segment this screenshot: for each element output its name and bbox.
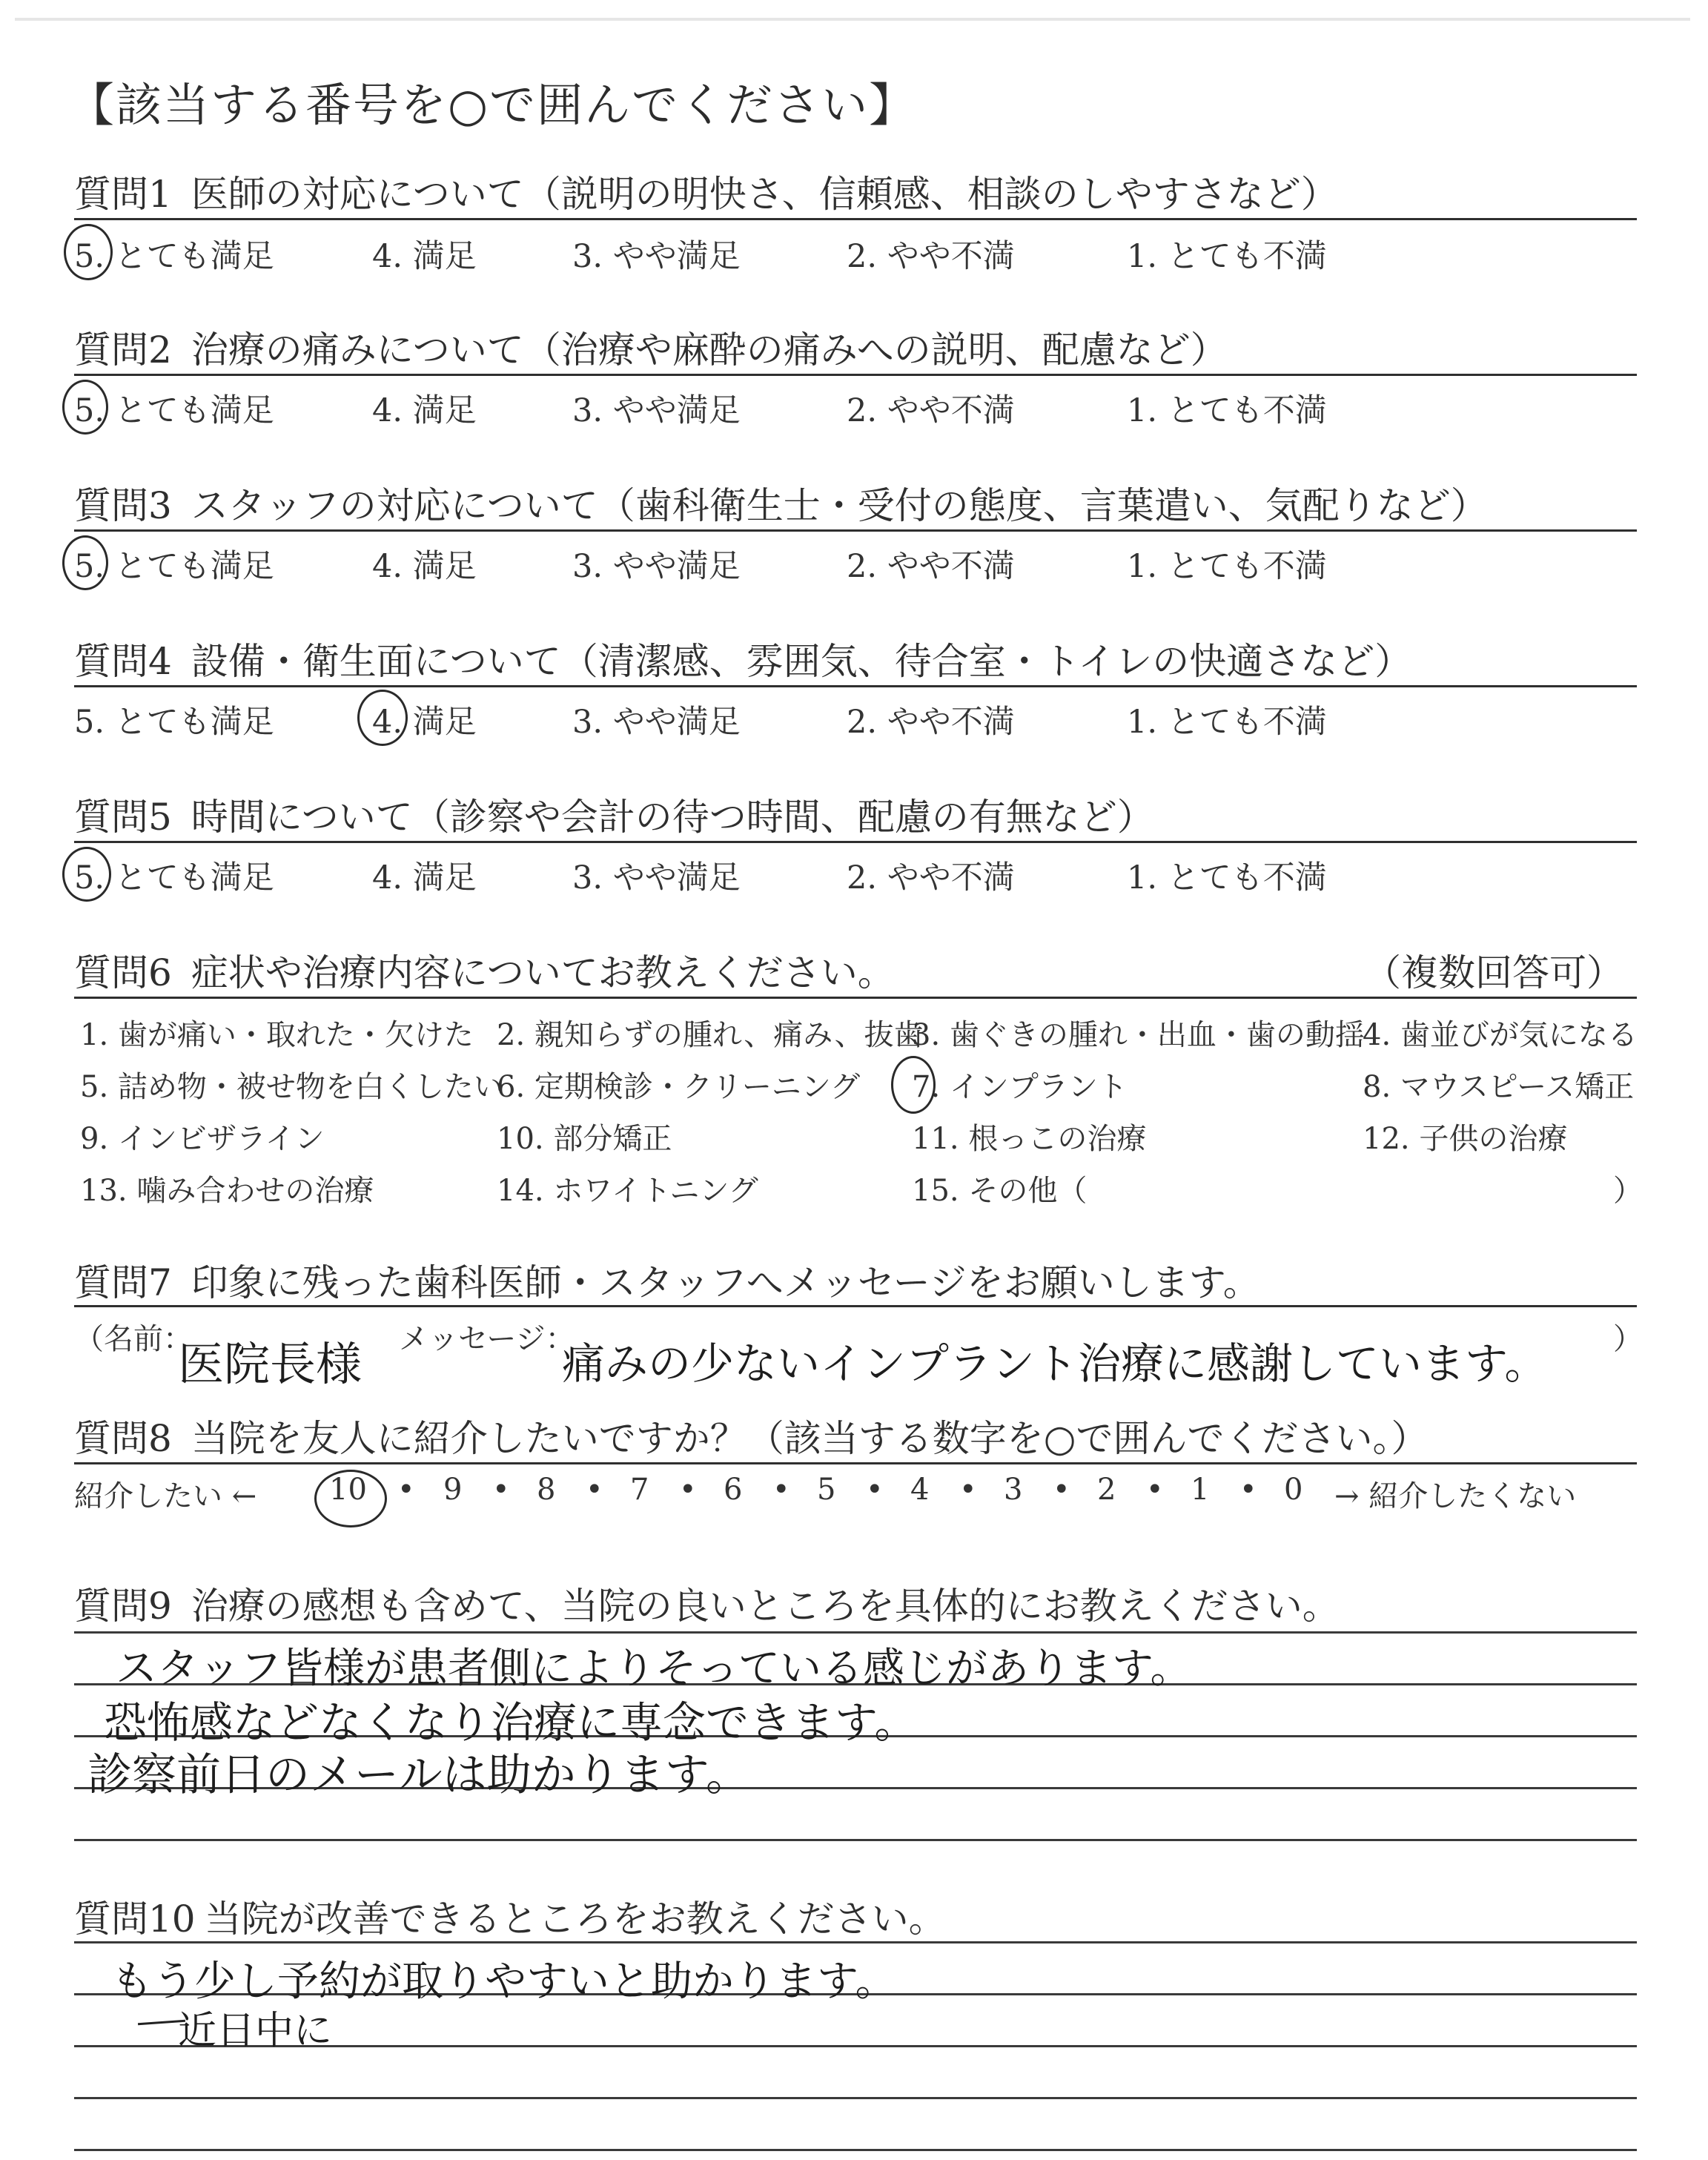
scale-dot: •: [1053, 1473, 1070, 1507]
question-number: 質問10: [74, 1898, 196, 1941]
selection-circle: [62, 535, 108, 590]
question-rule: [74, 529, 1637, 532]
message-handwritten[interactable]: 痛みの少ないインプラント治療に感謝しています。: [562, 1338, 1548, 1389]
answer-line: [74, 1839, 1637, 1841]
scale-4[interactable]: 4: [910, 1473, 930, 1507]
question-number: 質問7: [74, 1261, 172, 1304]
scale-10[interactable]: 10: [329, 1473, 367, 1507]
q2-option-3[interactable]: 3. やや満足: [572, 392, 741, 429]
selection-circle: [64, 224, 113, 280]
scale-dot: •: [397, 1473, 415, 1507]
selection-circle: [314, 1470, 387, 1527]
question-2-heading: [74, 320, 1228, 374]
selection-circle: [891, 1056, 936, 1114]
question-number: 質問4: [74, 640, 172, 683]
q9-answer-line-3[interactable]: 診察前日のメールは助かります。: [87, 1749, 750, 1801]
q6-item-12[interactable]: 12. 子供の治療: [1363, 1122, 1568, 1156]
question-text: 当院を友人に紹介したいですか？（該当する数字を○で囲んでください。）: [191, 1417, 1429, 1460]
question-9-heading: [74, 1576, 1340, 1630]
scale-dot: •: [586, 1473, 603, 1507]
q1-option-4[interactable]: 4. 満足: [372, 238, 477, 275]
q6-item-11[interactable]: 11. 根っこの治療: [912, 1122, 1147, 1156]
q6-item-7[interactable]: 7. インプラント: [912, 1070, 1128, 1104]
q2-option-4[interactable]: 4. 満足: [372, 392, 477, 429]
q6-item-6[interactable]: 6. 定期検診・クリーニング: [497, 1070, 861, 1104]
question-7-heading: [74, 1253, 1260, 1307]
q1-option-5[interactable]: 5. とても満足: [74, 238, 274, 275]
multiple-answers-note: （複数回答可）: [1364, 951, 1623, 994]
question-rule: [74, 685, 1637, 687]
scale-dot: •: [772, 1473, 790, 1507]
scale-2[interactable]: 2: [1097, 1473, 1116, 1507]
q6-item-5[interactable]: 5. 詰め物・被せ物を白くしたい: [80, 1070, 503, 1104]
q2-option-2[interactable]: 2. やや不満: [847, 392, 1015, 429]
answer-line: [74, 1631, 1637, 1634]
answer-line: [74, 2097, 1637, 2099]
scale-dot: •: [679, 1473, 697, 1507]
recommend-left-label: 紹介したい ←: [74, 1479, 257, 1513]
answer-line: [74, 2149, 1637, 2151]
scale-dot: •: [492, 1473, 510, 1507]
q3-option-5[interactable]: 5. とても満足: [74, 548, 274, 585]
question-number: 質問5: [74, 796, 172, 839]
q6-item-13[interactable]: 13. 噛み合わせの治療: [80, 1174, 374, 1208]
question-text: スタッフの対応について（歯科衛生士・受付の態度、言葉遣い、気配りなど）: [191, 484, 1488, 527]
q4-option-4[interactable]: 4. 満足: [372, 704, 477, 741]
question-rule: [74, 218, 1637, 220]
q5-option-5[interactable]: 5. とても満足: [74, 859, 274, 896]
question-number: 質問6: [74, 951, 172, 994]
q3-option-1[interactable]: 1. とても不満: [1127, 548, 1327, 585]
name-handwritten[interactable]: 医院長様: [178, 1337, 363, 1391]
message-close-paren: ）: [1613, 1322, 1643, 1356]
q6-item-3[interactable]: 3. 歯ぐきの腫れ・出血・歯の動揺: [912, 1018, 1365, 1052]
question-text: 治療の感想も含めて、当院の良いところを具体的にお教えください。: [191, 1585, 1340, 1628]
question-number: 質問3: [74, 484, 172, 527]
q6-item-9[interactable]: 9. インビザライン: [80, 1122, 325, 1156]
question-text: 当院が改善できるところをお教えください。: [204, 1898, 946, 1941]
question-3-heading: [74, 476, 1488, 529]
question-10-heading: [74, 1889, 946, 1943]
q6-item-14[interactable]: 14. ホワイトニング: [497, 1174, 758, 1208]
question-4-heading: [74, 632, 1411, 685]
q2-option-1[interactable]: 1. とても不満: [1127, 392, 1327, 429]
question-number: 質問9: [74, 1585, 172, 1628]
q3-option-2[interactable]: 2. やや不満: [847, 548, 1015, 585]
question-text: 印象に残った歯科医師・スタッフへメッセージをお願いします。: [191, 1261, 1260, 1304]
question-text: 時間について（診察や会計の待つ時間、配慮の有無など）: [191, 796, 1154, 839]
q5-option-1[interactable]: 1. とても不満: [1127, 859, 1327, 896]
q2-option-5[interactable]: 5. とても満足: [74, 392, 274, 429]
name-label: （名前：: [74, 1322, 193, 1356]
q5-option-4[interactable]: 4. 満足: [372, 859, 477, 896]
recommend-right-label: → 紹介したくない: [1334, 1479, 1577, 1513]
q6-item-4[interactable]: 4. 歯並びが気になる: [1363, 1018, 1638, 1052]
q5-option-3[interactable]: 3. やや満足: [572, 859, 741, 896]
scale-9[interactable]: 9: [443, 1473, 463, 1507]
scale-8[interactable]: 8: [537, 1473, 556, 1507]
question-rule: [74, 1462, 1637, 1464]
question-text: 医師の対応について（説明の明快さ、信頼感、相談のしやすさなど）: [191, 173, 1338, 216]
q3-option-3[interactable]: 3. やや満足: [572, 548, 741, 585]
question-rule: [74, 997, 1637, 999]
q1-option-3[interactable]: 3. やや満足: [572, 238, 741, 275]
q6-item-2[interactable]: 2. 親知らずの腫れ、痛み、抜歯: [497, 1018, 924, 1052]
q4-option-1[interactable]: 1. とても不満: [1127, 704, 1327, 741]
answer-line: [74, 1941, 1637, 1943]
q9-answer-line-1[interactable]: スタッフ皆様が患者側によりそっている感じがあります。: [116, 1645, 1192, 1693]
question-text: 治療の痛みについて（治療や麻酔の痛みへの説明、配慮など）: [191, 328, 1228, 371]
selection-circle: [62, 380, 108, 435]
question-number: 質問1: [74, 173, 172, 216]
question-8-heading: [74, 1409, 1428, 1462]
page-title: 【該当する番号を○で囲んでください】: [68, 78, 917, 132]
question-1-heading: [74, 165, 1338, 218]
scale-7[interactable]: 7: [630, 1473, 649, 1507]
q6-item-10[interactable]: 10. 部分矯正: [497, 1122, 672, 1156]
scale-dot: •: [959, 1473, 977, 1507]
scale-5[interactable]: 5: [817, 1473, 836, 1507]
q1-option-2[interactable]: 2. やや不満: [847, 238, 1015, 275]
question-5-heading: [74, 787, 1154, 841]
question-text: 設備・衛生面について（清潔感、雰囲気、待合室・トイレの快適さなど）: [191, 640, 1412, 683]
q4-option-2[interactable]: 2. やや不満: [847, 704, 1015, 741]
question-rule: [74, 1305, 1637, 1307]
question-6-heading: [74, 943, 895, 997]
q6-item-15[interactable]: 15. その他（: [912, 1174, 1088, 1208]
question-number: 質問2: [74, 328, 172, 371]
q10-answer-line-1[interactable]: もう少し予約が取りやすいと助かります。: [111, 1958, 897, 2006]
top-border: [15, 18, 1690, 21]
question-number: 質問8: [74, 1417, 172, 1460]
scale-1[interactable]: 1: [1191, 1473, 1210, 1507]
q4-option-5[interactable]: 5. とても満足: [74, 704, 274, 741]
question-rule: [74, 374, 1637, 376]
question-text: 症状や治療内容についてお教えください。: [191, 951, 895, 994]
scale-dot: •: [1239, 1473, 1257, 1507]
q4-option-3[interactable]: 3. やや満足: [572, 704, 741, 741]
scale-dot: •: [866, 1473, 884, 1507]
q10-answer-line-2[interactable]: 近日中に: [178, 2009, 333, 2053]
scale-6[interactable]: 6: [724, 1473, 743, 1507]
question-rule: [74, 841, 1637, 843]
message-label: メッセージ：: [399, 1322, 575, 1356]
selection-circle: [357, 690, 408, 746]
q5-option-2[interactable]: 2. やや不満: [847, 859, 1015, 896]
scale-0[interactable]: 0: [1284, 1473, 1303, 1507]
q9-answer-line-2[interactable]: 恐怖感などなくなり治療に専念できます。: [104, 1697, 918, 1748]
selection-circle: [62, 847, 111, 902]
q3-option-4[interactable]: 4. 満足: [372, 548, 477, 585]
q6-item-1[interactable]: 1. 歯が痛い・取れた・欠けた: [80, 1018, 474, 1052]
q6-item-8[interactable]: 8. マウスピース矯正: [1363, 1070, 1635, 1104]
scale-3[interactable]: 3: [1004, 1473, 1023, 1507]
q1-option-1[interactable]: 1. とても不満: [1127, 238, 1327, 275]
q6-item-15-close: ）: [1613, 1174, 1643, 1208]
scale-dot: •: [1146, 1473, 1164, 1507]
